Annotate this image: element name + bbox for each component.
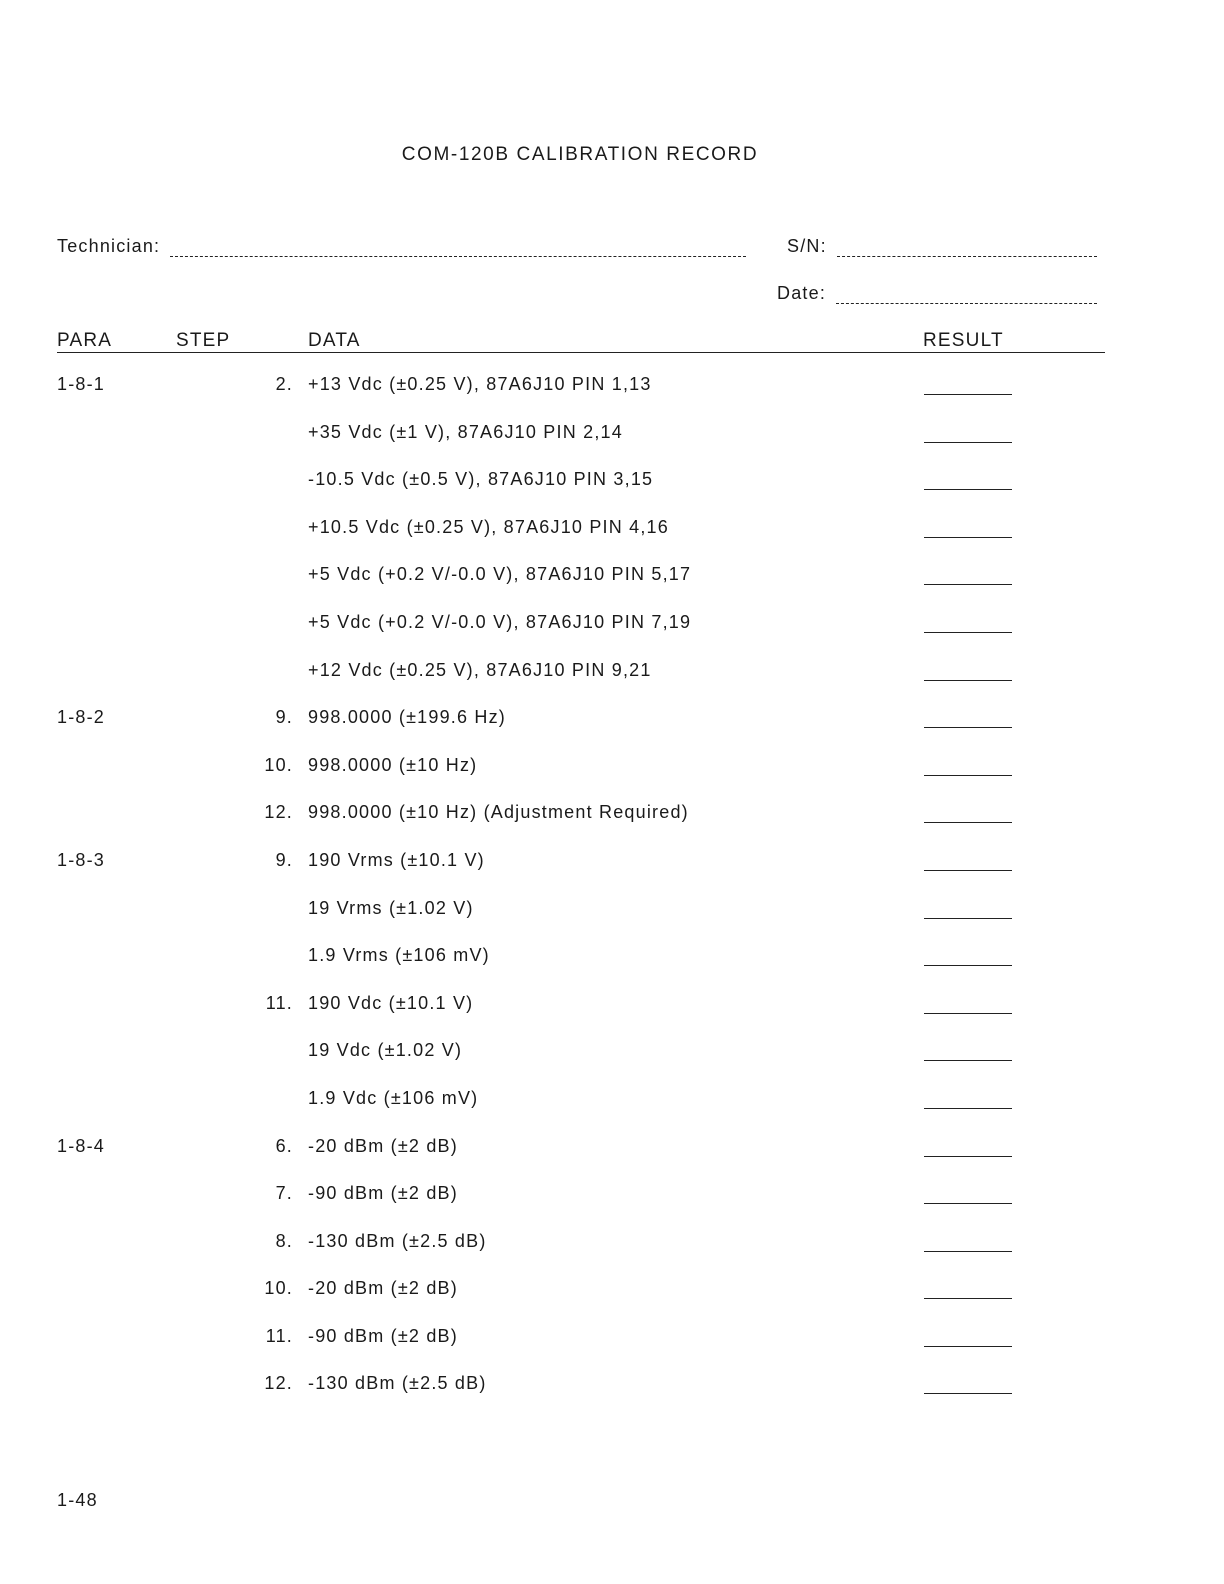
- cell-step: 2.: [275, 374, 293, 394]
- cell-data: -130 dBm (±2.5 dB): [308, 1373, 487, 1394]
- cell-data: -90 dBm (±2 dB): [308, 1183, 458, 1204]
- table-row: [57, 685, 1105, 733]
- result-blank[interactable]: [924, 870, 1012, 871]
- table-row: [57, 447, 1105, 495]
- cell-data: +12 Vdc (±0.25 V), 87A6J10 PIN 9,21: [308, 659, 652, 680]
- technician-input[interactable]: [170, 242, 746, 257]
- cell-step: 10.: [264, 754, 293, 775]
- cell-data: -130 dBm (±2.5 dB): [308, 1230, 487, 1251]
- sn-label: S/N:: [787, 236, 827, 256]
- cell-step: 8.: [275, 1230, 293, 1251]
- column-header-para: PARA: [57, 330, 113, 351]
- result-blank[interactable]: [924, 822, 1012, 823]
- date-field: [777, 283, 1097, 304]
- cell-data: +5 Vdc (+0.2 V/-0.0 V), 87A6J10 PIN 5,17: [308, 564, 692, 585]
- table-row: [57, 1161, 1105, 1209]
- result-blank[interactable]: [924, 1203, 1012, 1204]
- page-title: COM-120B CALIBRATION RECORD: [401, 144, 759, 165]
- result-blank[interactable]: [924, 1108, 1012, 1109]
- cell-step: 9.: [275, 849, 293, 870]
- cell-data: +10.5 Vdc (±0.25 V), 87A6J10 PIN 4,16: [308, 516, 669, 537]
- cell-data: 998.0000 (±10 Hz): [308, 754, 478, 775]
- table-row: [57, 1209, 1105, 1257]
- cell-data: -20 dBm (±2 dB): [308, 1135, 458, 1156]
- table-row: [57, 542, 1105, 590]
- cell-data: 1.9 Vdc (±106 mV): [308, 1087, 479, 1108]
- table-row: [57, 780, 1105, 828]
- cell-data: +35 Vdc (±1 V), 87A6J10 PIN 2,14: [308, 421, 623, 442]
- cell-data: -20 dBm (±2 dB): [308, 1278, 458, 1299]
- cell-data: +13 Vdc (±0.25 V), 87A6J10 PIN 1,13: [308, 374, 652, 394]
- table-row: [57, 1304, 1105, 1352]
- cell-data: 190 Vdc (±10.1 V): [308, 992, 474, 1013]
- date-input[interactable]: [836, 289, 1097, 304]
- table-row: [57, 638, 1105, 686]
- cell-data: 19 Vrms (±1.02 V): [308, 897, 474, 918]
- table-row: [57, 923, 1105, 971]
- sn-field: [787, 236, 1097, 257]
- result-blank[interactable]: [924, 1298, 1012, 1299]
- result-blank[interactable]: [924, 584, 1012, 585]
- result-blank[interactable]: [924, 1346, 1012, 1347]
- cell-data: -90 dBm (±2 dB): [308, 1325, 458, 1346]
- result-blank[interactable]: [924, 394, 1012, 395]
- technician-label: Technician:: [57, 236, 161, 256]
- calibration-table: [57, 352, 1105, 1399]
- table-row: [57, 1114, 1105, 1162]
- result-blank[interactable]: [924, 1013, 1012, 1014]
- cell-step: 7.: [275, 1183, 293, 1204]
- result-blank[interactable]: [924, 1251, 1012, 1252]
- cell-data: 998.0000 (±10 Hz) (Adjustment Required): [308, 802, 689, 823]
- table-row: [57, 733, 1105, 781]
- date-label: Date:: [777, 283, 827, 303]
- cell-data: +5 Vdc (+0.2 V/-0.0 V), 87A6J10 PIN 7,19: [308, 611, 692, 632]
- cell-step: 12.: [264, 1373, 293, 1394]
- cell-step: 11.: [265, 1325, 293, 1346]
- cell-data: 19 Vdc (±1.02 V): [308, 1040, 463, 1061]
- result-blank[interactable]: [924, 442, 1012, 443]
- cell-data: 190 Vrms (±10.1 V): [308, 849, 485, 870]
- cell-step: 11.: [265, 992, 293, 1013]
- column-header-step: STEP: [176, 330, 231, 351]
- cell-para: 1-8-3: [57, 849, 106, 870]
- table-header: [57, 330, 1105, 353]
- cell-para: 1-8-1: [57, 374, 106, 394]
- table-row: [57, 1256, 1105, 1304]
- table-row: [57, 352, 1105, 400]
- cell-para: 1-8-4: [57, 1135, 106, 1156]
- table-row: [57, 876, 1105, 924]
- table-row: [57, 1066, 1105, 1114]
- cell-step: 10.: [264, 1278, 293, 1299]
- cell-para: 1-8-2: [57, 707, 106, 728]
- result-blank[interactable]: [924, 918, 1012, 919]
- result-blank[interactable]: [924, 1393, 1012, 1394]
- column-header-data: DATA: [308, 330, 361, 351]
- result-blank[interactable]: [924, 537, 1012, 538]
- cell-step: 12.: [264, 802, 293, 823]
- table-row: [57, 828, 1105, 876]
- result-blank[interactable]: [924, 489, 1012, 490]
- table-row: [57, 971, 1105, 1019]
- result-blank[interactable]: [924, 727, 1012, 728]
- table-row: [57, 1351, 1105, 1399]
- cell-step: 9.: [275, 707, 293, 728]
- table-row: [57, 495, 1105, 543]
- result-blank[interactable]: [924, 680, 1012, 681]
- column-header-result: RESULT: [923, 330, 1004, 351]
- cell-data: 1.9 Vrms (±106 mV): [308, 945, 490, 966]
- table-row: [57, 1018, 1105, 1066]
- result-blank[interactable]: [924, 632, 1012, 633]
- table-row: [57, 400, 1105, 448]
- cell-data: -10.5 Vdc (±0.5 V), 87A6J10 PIN 3,15: [308, 469, 654, 490]
- table-row: [57, 590, 1105, 638]
- result-blank[interactable]: [924, 1156, 1012, 1157]
- cell-step: 6.: [275, 1135, 293, 1156]
- result-blank[interactable]: [924, 965, 1012, 966]
- sn-input[interactable]: [837, 242, 1097, 257]
- page-number: 1-48: [57, 1490, 98, 1510]
- technician-field: [57, 236, 746, 257]
- cell-data: 998.0000 (±199.6 Hz): [308, 707, 506, 728]
- result-blank[interactable]: [924, 1060, 1012, 1061]
- result-blank[interactable]: [924, 775, 1012, 776]
